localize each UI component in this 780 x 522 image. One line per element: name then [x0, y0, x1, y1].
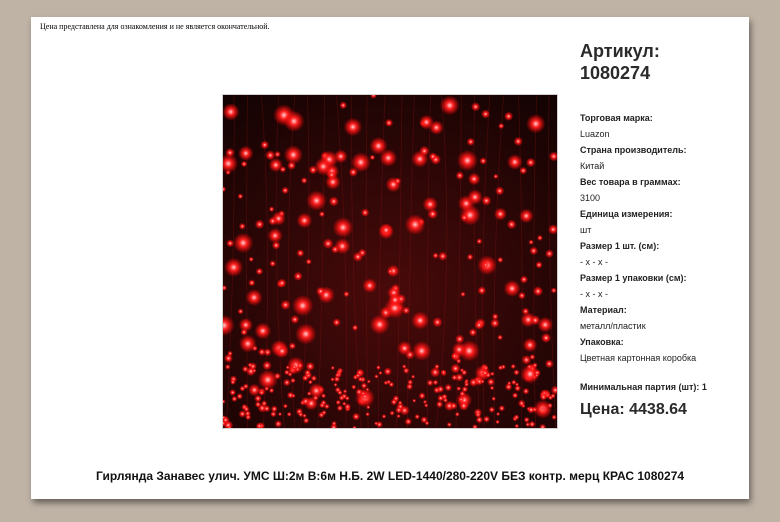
- article-label: Артикул:: [580, 41, 660, 61]
- attr-label-item-size: Размер 1 шт. (см):: [580, 241, 660, 251]
- attr-value-package-size: - x - x -: [580, 289, 608, 299]
- article-number: 1080274: [580, 63, 651, 83]
- attr-label-unit: Единица измерения:: [580, 209, 673, 219]
- min-party: Минимальная партия (шт): 1: [580, 382, 707, 392]
- price: Цена: 4438.64: [580, 401, 687, 418]
- led-curtain-image: [223, 95, 557, 428]
- product-sheet: [31, 17, 749, 499]
- attr-value-packaging: Цветная картонная коробка: [580, 353, 697, 363]
- attr-value-country: Китай: [580, 161, 605, 171]
- attr-value-unit: шт: [580, 225, 592, 235]
- attr-label-weight: Вес товара в граммах:: [580, 177, 681, 187]
- attr-label-package-size: Размер 1 упаковки (см):: [580, 273, 687, 283]
- attribute-list: [580, 110, 748, 366]
- product-photo: [222, 94, 558, 429]
- attr-value-weight: 3100: [580, 193, 601, 203]
- attr-label-brand: Торговая марка:: [580, 113, 653, 123]
- attr-label-country: Страна производитель:: [580, 145, 687, 155]
- attr-value-brand: Luazon: [580, 129, 610, 139]
- attr-label-packaging: Упаковка:: [580, 337, 624, 347]
- attr-value-item-size: - x - x -: [580, 257, 608, 267]
- attr-value-material: металл/пластик: [580, 321, 646, 331]
- article-heading: [580, 40, 660, 84]
- attr-label-material: Материал:: [580, 305, 627, 315]
- product-name: Гирлянда Занавес улич. УМС Ш:2м В:6м Н.Б. 2W LED-1440/280-220V БЕЗ контр. мерц КРАС 1080274: [95, 469, 685, 483]
- price-disclaimer: Цена представлена для ознакомления и не является окончательной.: [40, 22, 270, 31]
